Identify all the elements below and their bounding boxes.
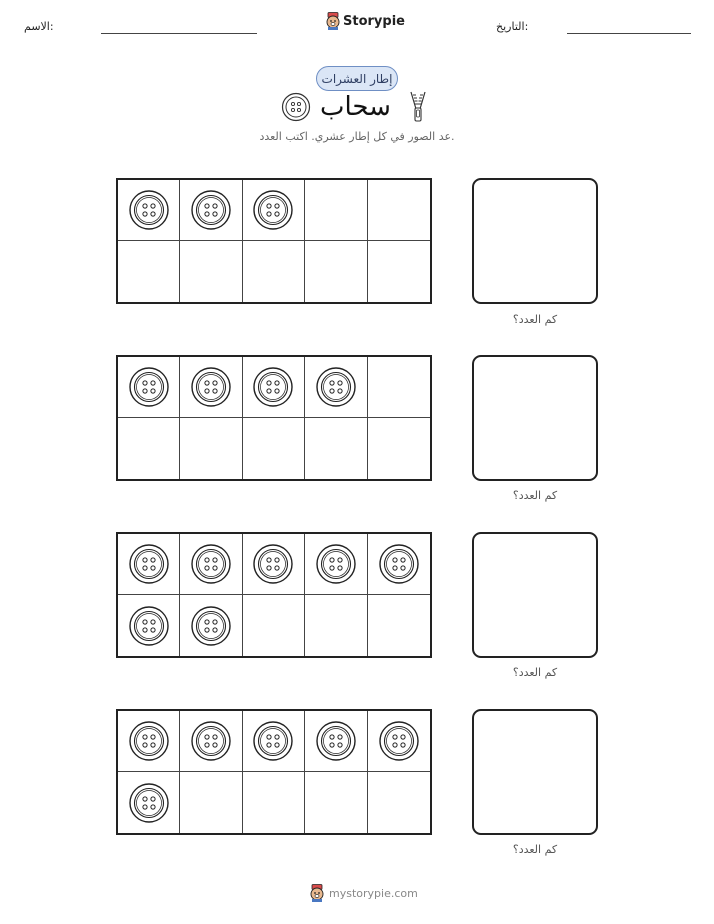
question-label: كم العدد؟ <box>512 313 558 326</box>
zipper-icon <box>408 91 428 127</box>
page-title: سحاب <box>320 92 391 122</box>
footer <box>309 884 418 902</box>
answer-box[interactable] <box>472 178 598 304</box>
bear-icon <box>325 12 341 30</box>
answer-box[interactable] <box>472 532 598 658</box>
frame-cell <box>180 534 242 595</box>
frame-cell <box>118 534 180 595</box>
button-icon <box>191 544 231 584</box>
button-icon <box>379 721 419 761</box>
date-label: التاريخ: <box>496 20 529 33</box>
name-line <box>101 33 257 34</box>
frame-cell <box>243 772 305 833</box>
frame-cell <box>118 595 180 656</box>
category-badge: إطار العشرات <box>316 66 398 91</box>
frame-cell <box>305 241 367 302</box>
frame-cell <box>243 534 305 595</box>
footer-url: mystorypie.com <box>329 886 418 900</box>
frame-cell <box>305 357 367 418</box>
frame-cell <box>305 534 367 595</box>
button-icon <box>129 721 169 761</box>
frame-cell <box>368 772 430 833</box>
frame-cell <box>180 711 242 772</box>
question-label: كم العدد؟ <box>512 843 558 856</box>
frame-cell <box>368 595 430 656</box>
frame-cell <box>243 180 305 241</box>
button-icon <box>129 190 169 230</box>
ten-frame <box>116 532 432 658</box>
frame-cell <box>118 357 180 418</box>
frame-cell <box>305 711 367 772</box>
frame-cell <box>243 418 305 479</box>
frame-cell <box>305 180 367 241</box>
frame-cell <box>243 241 305 302</box>
frame-cell <box>305 772 367 833</box>
button-icon <box>379 544 419 584</box>
button-icon <box>129 367 169 407</box>
question-label: كم العدد؟ <box>512 666 558 679</box>
question-label: كم العدد؟ <box>512 489 558 502</box>
button-icon <box>129 606 169 646</box>
frame-cell <box>368 534 430 595</box>
frame-cell <box>243 357 305 418</box>
frame-cell <box>118 772 180 833</box>
frame-cell <box>368 711 430 772</box>
frame-cell <box>368 180 430 241</box>
name-label: الاسم: <box>24 20 54 33</box>
instructions: عد الصور في كل إطار عشري. اكتب العدد. <box>259 130 455 143</box>
frame-cell <box>118 180 180 241</box>
frame-cell <box>243 595 305 656</box>
bear-icon <box>309 884 325 902</box>
frame-cell <box>118 418 180 479</box>
frame-cell <box>368 357 430 418</box>
frame-cell <box>243 711 305 772</box>
ten-frame <box>116 355 432 481</box>
frame-cell <box>180 418 242 479</box>
date-line <box>567 33 691 34</box>
frame-cell <box>180 180 242 241</box>
ten-frame <box>116 178 432 304</box>
button-icon <box>191 606 231 646</box>
button-icon <box>253 721 293 761</box>
button-icon <box>129 783 169 823</box>
button-icon <box>281 92 311 126</box>
frame-cell <box>368 418 430 479</box>
button-icon <box>129 544 169 584</box>
button-icon <box>316 544 356 584</box>
frame-cell <box>180 241 242 302</box>
frame-cell <box>180 772 242 833</box>
answer-box[interactable] <box>472 709 598 835</box>
button-icon <box>191 367 231 407</box>
answer-box[interactable] <box>472 355 598 481</box>
frame-cell <box>305 595 367 656</box>
frame-cell <box>180 595 242 656</box>
button-icon <box>191 190 231 230</box>
button-icon <box>253 190 293 230</box>
button-icon <box>316 367 356 407</box>
brand-name: Storypie <box>343 13 405 29</box>
button-icon <box>253 367 293 407</box>
button-icon <box>191 721 231 761</box>
button-icon <box>316 721 356 761</box>
frame-cell <box>368 241 430 302</box>
frame-cell <box>180 357 242 418</box>
frame-cell <box>118 241 180 302</box>
frame-cell <box>118 711 180 772</box>
storypie-logo <box>325 12 405 30</box>
button-icon <box>253 544 293 584</box>
ten-frame <box>116 709 432 835</box>
frame-cell <box>305 418 367 479</box>
